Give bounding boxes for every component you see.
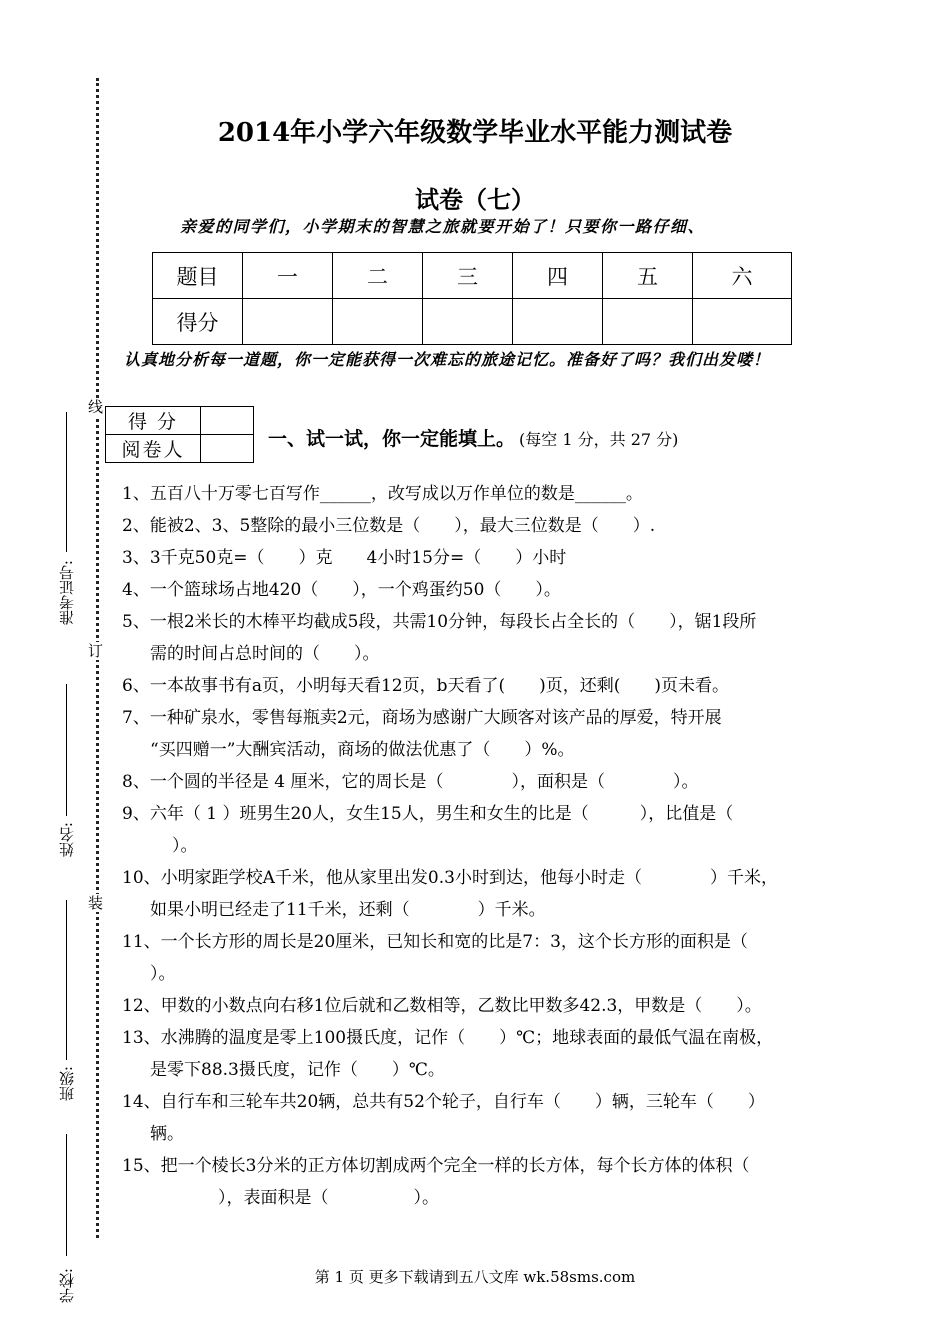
question-item: [122, 1022, 842, 1086]
score-table-header: 三: [423, 253, 513, 299]
question-text: 自行车和三轮车共20辆，总共有52个轮子，自行车（ ）辆，三轮车（ ）: [160, 1092, 765, 1112]
question-item: [122, 510, 842, 542]
score-cell[interactable]: [333, 299, 423, 345]
grader-box: [105, 406, 254, 463]
question-text-continued: ）。: [172, 836, 198, 856]
intro-line-2: 认真地分析每一道题，你一定能获得一次难忘的旅途记忆。准备好了吗？我们出发喽！: [124, 350, 771, 369]
question-number: 13、: [122, 1028, 161, 1048]
class-line: [66, 900, 67, 1060]
grader-score-cell[interactable]: [201, 407, 254, 435]
question-text: 能被2、3、5整除的最小三位数是（ ），最大三位数是（ ）.: [149, 516, 656, 536]
question-number: 1、: [122, 484, 150, 504]
question-text-continued: 需的时间占总时间的（ ）。: [150, 644, 380, 664]
question-text-continued: 辆。: [150, 1124, 184, 1144]
question-number: 12、: [122, 996, 161, 1016]
section-1-note: (每空 1 分，共 27 分): [519, 430, 679, 449]
question-number: 6、: [122, 676, 150, 696]
section-1-title: 一、试一试，你一定能填上。: [268, 428, 516, 450]
question-item: [122, 798, 842, 862]
score-table-header: 题目: [153, 253, 243, 299]
score-row-label: 得分: [153, 299, 243, 345]
name-label: 姓名:: [58, 822, 76, 858]
question-text-continued: 是零下88.3摄氏度，记作（ ）℃。: [150, 1060, 445, 1080]
question-number: 2、: [122, 516, 150, 536]
question-text: 五百八十万零七百写作______，改写成以万作单位的数是______。: [149, 484, 643, 504]
question-item: [122, 574, 842, 606]
question-text: 一个圆的半径是 4 厘米，它的周长是（ ），面积是（ ）。: [149, 772, 699, 792]
score-table: [152, 252, 792, 345]
name-line: [66, 684, 67, 816]
intro-line-1: 亲爱的同学们，小学期末的智慧之旅就要开始了！只要你一路仔细、: [180, 217, 706, 236]
question-text-continued: 如果小明已经走了11千米，还剩（ ）千米。: [150, 900, 546, 920]
question-number: 3、: [122, 548, 150, 568]
question-text: 一种矿泉水，零售每瓶卖2元，商场为感谢广大顾客对该产品的厚爱，特开展: [149, 708, 722, 728]
binding-char-ding: 订: [88, 642, 104, 660]
school-label: 学校:: [58, 1268, 76, 1304]
question-item: [122, 606, 842, 670]
score-table-header: 四: [513, 253, 603, 299]
score-table-header: 一: [243, 253, 333, 299]
question-item: [122, 702, 842, 766]
question-list: [122, 478, 842, 1214]
question-number: 15、: [122, 1156, 161, 1176]
question-number: 14、: [122, 1092, 161, 1112]
school-line: [66, 1134, 67, 1256]
grader-score-label: 得 分: [106, 407, 201, 435]
score-cell[interactable]: [243, 299, 333, 345]
question-number: 7、: [122, 708, 150, 728]
binding-char-zhuang: 装: [88, 894, 104, 912]
score-table-header: 六: [693, 253, 792, 299]
question-text: 甲数的小数点向右移1位后就和乙数相等，乙数比甲数多42.3，甲数是（ ）。: [160, 996, 762, 1016]
score-table-header: 二: [333, 253, 423, 299]
exam-id-line: [66, 412, 67, 552]
question-text: 水沸腾的温度是零上100摄氏度，记作（ ）℃；地球表面的最低气温在南极，: [160, 1028, 774, 1048]
class-label: 班级:: [58, 1066, 76, 1102]
page-footer: 第 1 页 更多下载请到五八文库 wk.58sms.com: [314, 1268, 636, 1286]
grader-name-label: 阅卷人: [106, 435, 201, 463]
score-cell[interactable]: [603, 299, 693, 345]
question-text: 一根2米长的木棒平均截成5段，共需10分钟，每段长占全长的（ ），锯1段所: [149, 612, 757, 632]
score-cell[interactable]: [513, 299, 603, 345]
question-text: 一个篮球场占地420（ ），一个鸡蛋约50（ ）。: [149, 580, 561, 600]
question-text-continued: ），表面积是（ ）。: [150, 1188, 439, 1208]
binding-char-xian: 线: [88, 398, 104, 416]
question-item: [122, 542, 842, 574]
question-text: 一个长方形的周长是20厘米，已知长和宽的比是7：3，这个长方形的面积是（: [160, 932, 748, 952]
page-title: 2014年小学六年级数学毕业水平能力测试卷: [217, 118, 733, 148]
question-number: 9、: [122, 804, 150, 824]
question-text: 把一个棱长3分米的正方体切割成两个完全一样的长方体，每个长方体的体积（: [160, 1156, 750, 1176]
score-cell[interactable]: [423, 299, 513, 345]
question-number: 11、: [122, 932, 161, 952]
question-item: [122, 670, 842, 702]
question-text: 一本故事书有a页，小明每天看12页，b天看了( )页，还剩( )页未看。: [149, 676, 730, 696]
question-item: [122, 766, 842, 798]
question-item: [122, 926, 842, 990]
page-subtitle: 试卷（七）: [415, 185, 535, 214]
question-text: 六年（ 1 ）班男生20人，女生15人，男生和女生的比是（ ），比值是（: [149, 804, 734, 824]
question-item: [122, 990, 842, 1022]
question-item: [122, 1086, 842, 1150]
question-number: 5、: [122, 612, 150, 632]
question-text-continued: ）。: [150, 964, 176, 984]
score-cell[interactable]: [693, 299, 792, 345]
question-number: 4、: [122, 580, 150, 600]
section-1-heading: [268, 424, 678, 451]
question-item: [122, 862, 842, 926]
question-text-continued: “买四赠一”大酬宾活动，商场的做法优惠了（ ）%。: [150, 740, 575, 760]
question-item: [122, 478, 842, 510]
exam-id-label: 准考证号:: [58, 560, 76, 626]
question-number: 8、: [122, 772, 150, 792]
grader-name-cell[interactable]: [201, 435, 254, 463]
score-table-score-row: [153, 299, 792, 345]
score-table-header: 五: [603, 253, 693, 299]
question-item: [122, 1150, 842, 1214]
question-text: 3千克50克=（ ）克 4小时15分=（ ）小时: [149, 548, 567, 568]
question-number: 10、: [122, 868, 161, 888]
score-table-header-row: [153, 253, 792, 299]
question-text: 小明家距学校A千米，他从家里出发0.3小时到达，他每小时走（ ）千米，: [160, 868, 778, 888]
